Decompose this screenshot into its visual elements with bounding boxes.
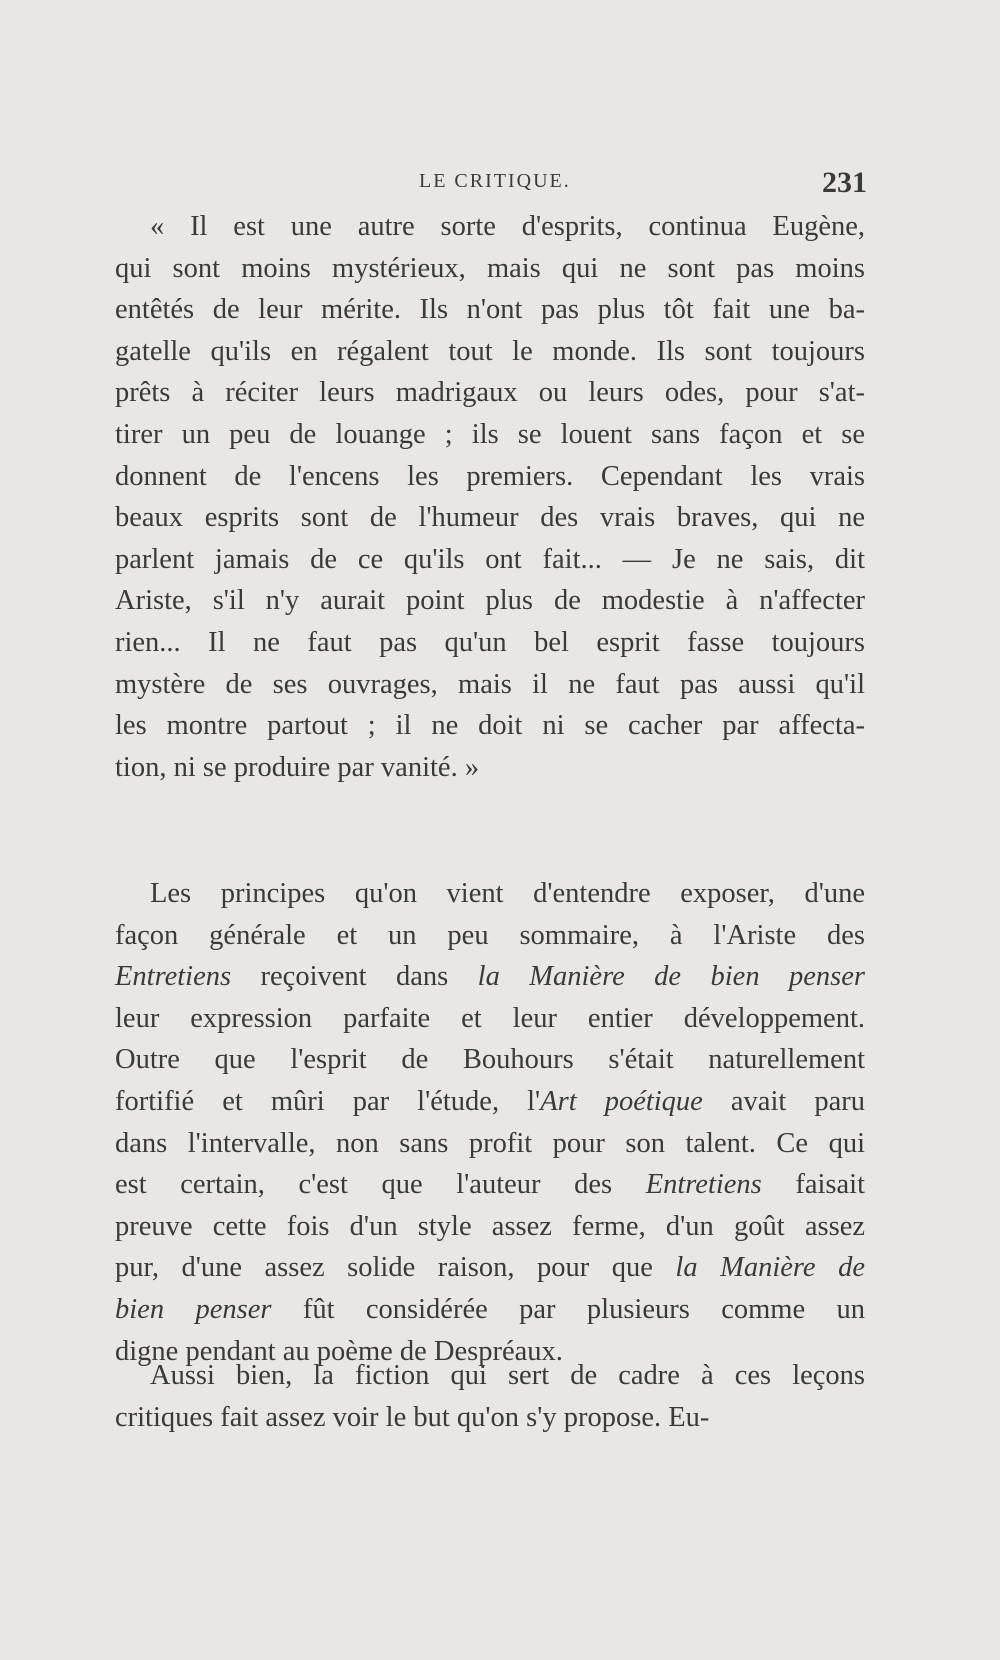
text-line: tirer un peu de louange ; ils se louent sans façon et se (115, 418, 865, 450)
text-line: bien penser fût considérée par plusieurs comme un (115, 1293, 865, 1325)
text-line: Ariste, s'il n'y aurait point plus de modestie à n'affecter (115, 585, 865, 617)
page-header (137, 166, 867, 206)
text-line: Les principes qu'on vient d'entendre exposer, d'une (150, 878, 865, 909)
text-line: prêts à réciter leurs madrigaux ou leurs odes, pour s'at- (115, 377, 865, 409)
text-line: donnent de l'encens les premiers. Cependant les vrais (115, 460, 865, 492)
text-line: tion, ni se produire par vanité. » (115, 751, 480, 783)
text-line: est certain, c'est que l'auteur des Entretiens faisait (115, 1169, 866, 1201)
text-line: mystère de ses ouvrages, mais il ne faut pas aussi qu'il (115, 668, 865, 700)
text-line: leur expression parfaite et leur entier développement. (115, 1002, 865, 1034)
text-line: les montre partout ; il ne doit ni se cacher par affecta- (115, 710, 865, 742)
text-line: Entretiens reçoivent dans la Manière de bien penser (115, 961, 865, 993)
text-line: fortifié et mûri par l'étude, l'Art poétique avait paru (115, 1085, 865, 1117)
running-title: LE CRITIQUE. (419, 170, 571, 192)
paragraph-quote (115, 206, 865, 788)
text-line: pur, d'une assez solide raison, pour que la Manière de (115, 1252, 865, 1284)
text-line: façon générale et un peu sommaire, à l'Ariste des (115, 919, 865, 951)
text-line: entêtés de leur mérite. Ils n'ont pas plus tôt fait une ba- (115, 294, 865, 326)
text-line: rien... Il ne faut pas qu'un bel esprit fasse toujours (115, 626, 865, 658)
text-line: preuve cette fois d'un style assez ferme, d'un goût assez (115, 1210, 865, 1242)
text-line: parlent jamais de ce qu'ils ont fait... — Je ne sais, dit (115, 543, 865, 575)
paragraph-principles (115, 873, 865, 1372)
text-line: beaux esprits sont de l'humeur des vrais braves, qui ne (115, 502, 865, 534)
text-line: Outre que l'esprit de Bouhours s'était naturellement (115, 1044, 865, 1076)
paragraph-fiction (115, 1355, 865, 1438)
text-line: critiques fait assez voir le but qu'on s'y propose. Eu- (115, 1401, 710, 1433)
text-line: gatelle qu'ils en régalent tout le monde. Ils sont toujours (115, 335, 865, 367)
text-line: « Il est une autre sorte d'esprits, continua Eugène, (150, 211, 865, 242)
text-line: qui sont moins mystérieux, mais qui ne sont pas moins (115, 252, 865, 284)
text-line: digne pendant au poème de Despréaux. (115, 1335, 563, 1367)
page-number: 231 (822, 166, 867, 199)
text-line: dans l'intervalle, non sans profit pour son talent. Ce qui (115, 1127, 865, 1159)
text-line: Aussi bien, la fiction qui sert de cadre à ces leçons (150, 1360, 865, 1391)
